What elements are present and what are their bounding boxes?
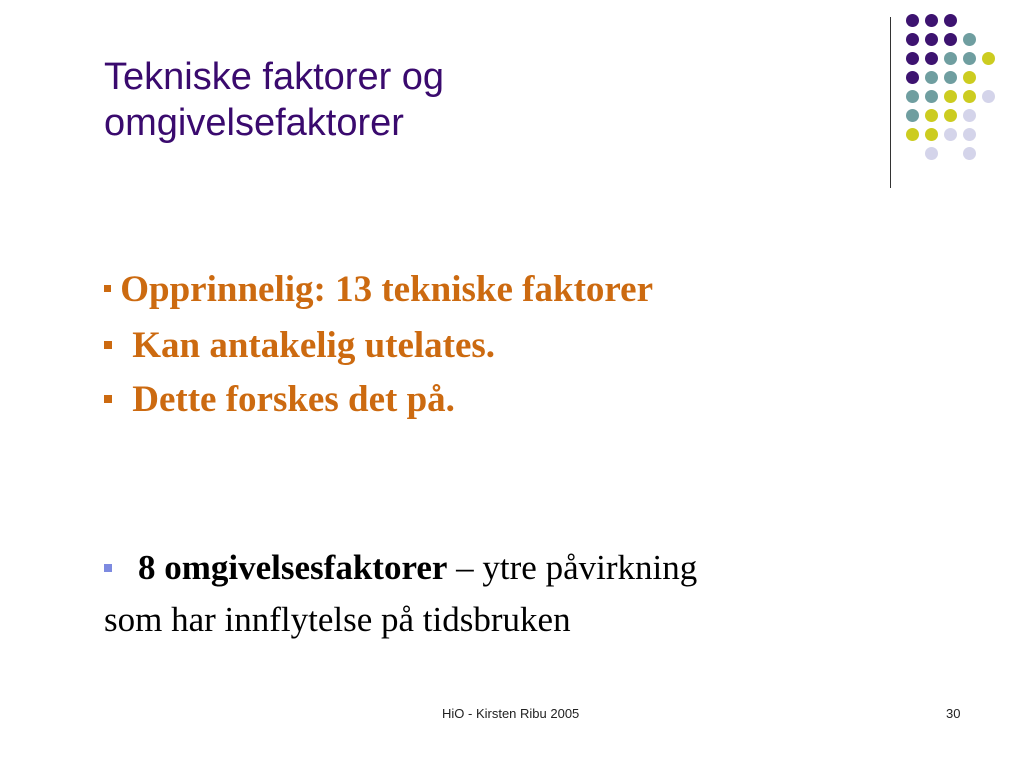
bullet-square-icon (104, 395, 112, 403)
decorative-dot (963, 147, 976, 160)
decorative-dot (906, 90, 919, 103)
decorative-dot (963, 109, 976, 122)
bullet-square-icon (104, 341, 112, 349)
env-line-2: som har innflytelse på tidsbruken (104, 600, 571, 639)
environment-factors-paragraph (104, 542, 904, 646)
divider-line (890, 17, 891, 188)
decorative-dot (963, 128, 976, 141)
decorative-dot-grid (906, 14, 1016, 174)
decorative-dot (906, 128, 919, 141)
page-number: 30 (946, 706, 961, 721)
decorative-dot (925, 52, 938, 65)
decorative-dot (944, 90, 957, 103)
decorative-dot (944, 33, 957, 46)
decorative-dot (925, 33, 938, 46)
bullet-item-3 (104, 378, 455, 421)
env-bold-text: 8 omgivelsesfaktorer (138, 548, 448, 587)
decorative-dot (906, 109, 919, 122)
decorative-dot (925, 90, 938, 103)
decorative-dot (906, 14, 919, 27)
env-rest-text: – ytre påvirkning (447, 548, 698, 587)
decorative-dot (925, 71, 938, 84)
decorative-dot (944, 128, 957, 141)
decorative-dot (963, 33, 976, 46)
title-line-1: Tekniske faktorer og (104, 56, 445, 98)
decorative-dot (963, 71, 976, 84)
bullet-item-2 (104, 324, 495, 367)
decorative-dot (944, 71, 957, 84)
decorative-dot (925, 14, 938, 27)
decorative-dot (906, 71, 919, 84)
bullet-text-3: Dette forskes det på. (132, 379, 455, 420)
bullet-square-icon (104, 564, 112, 572)
decorative-dot (982, 90, 995, 103)
decorative-dot (944, 109, 957, 122)
decorative-dot (944, 14, 957, 27)
env-line-1 (104, 542, 904, 594)
decorative-dot (963, 52, 976, 65)
decorative-dot (944, 52, 957, 65)
decorative-dot (982, 52, 995, 65)
decorative-dot (906, 33, 919, 46)
bullet-square-icon (104, 285, 111, 292)
title-line-2: omgivelsefaktorer (104, 102, 404, 144)
decorative-dot (906, 52, 919, 65)
decorative-dot (925, 109, 938, 122)
decorative-dot (925, 128, 938, 141)
bullet-item-1 (104, 268, 653, 311)
bullet-text-2: Kan antakelig utelates. (132, 325, 496, 366)
decorative-dot (963, 90, 976, 103)
slide-title (104, 54, 664, 146)
footer-author: HiO - Kirsten Ribu 2005 (442, 706, 580, 721)
decorative-dot (925, 147, 938, 160)
bullet-text-1: Opprinnelig: 13 tekniske faktorer (120, 269, 653, 310)
